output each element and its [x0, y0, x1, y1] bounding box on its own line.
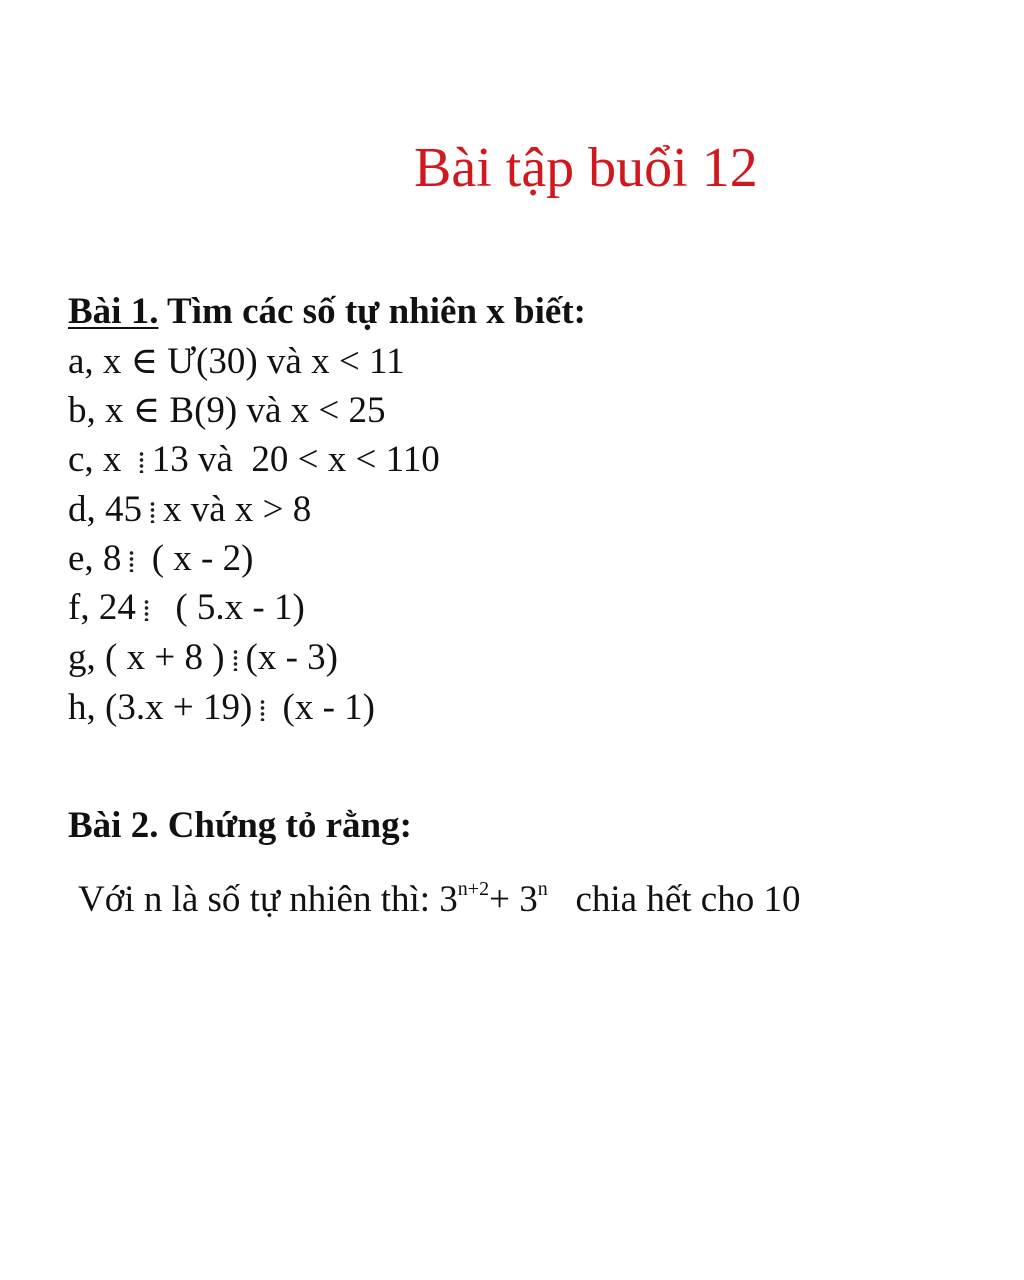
exponent-n-plus-2: n+2: [457, 878, 490, 900]
item-c-left: c, x: [68, 439, 131, 480]
statement-plus-term: + 3: [489, 879, 538, 920]
exercise-1-item-f: [68, 586, 305, 630]
exercise-2-heading: Bài 2. Chứng tỏ rằng:: [68, 805, 412, 846]
item-d-left: d, 45: [68, 489, 142, 530]
item-g-right: (x - 3): [245, 637, 338, 678]
page-title: Bài tập buổi 12: [414, 137, 758, 199]
statement-start: Với n là số tự nhiên thì: 3: [78, 879, 458, 920]
statement-end: chia hết cho 10: [547, 879, 801, 920]
item-f-left: f, 24: [68, 587, 136, 628]
exercise-1-item-a: a, x ∈ Ư(30) và x < 11: [68, 341, 405, 382]
item-g-left: g, ( x + 8 ): [68, 637, 225, 678]
exercise-1-item-h: [68, 686, 375, 730]
divisible-symbol-icon: [260, 699, 265, 721]
item-h-left: h, (3.x + 19): [68, 687, 253, 728]
exercise-2-statement: [78, 876, 800, 924]
item-h-right: (x - 1): [273, 687, 375, 728]
divisible-symbol-icon: [233, 649, 238, 671]
divisible-symbol-icon: [129, 550, 134, 572]
divisible-symbol-icon: [144, 599, 149, 621]
item-f-right: ( 5.x - 1): [156, 587, 305, 628]
exponent-n: n: [537, 878, 548, 900]
exercise-1-item-e: [68, 537, 253, 581]
item-d-right: x và x > 8: [163, 489, 312, 530]
item-e-left: e, 8: [68, 538, 122, 579]
item-c-right: 13 và 20 < x < 110: [151, 439, 440, 480]
exercise-1-number: Bài 1.: [68, 291, 159, 332]
item-e-right: ( x - 2): [142, 538, 254, 579]
divisible-symbol-icon: [150, 501, 155, 523]
exercise-1-item-g: [68, 636, 338, 680]
exercise-1-item-c: [68, 438, 440, 482]
exercise-1-item-d: [68, 488, 311, 532]
exercise-1-item-b: b, x ∈ B(9) và x < 25: [68, 390, 386, 431]
divisible-symbol-icon: [139, 451, 144, 473]
exercise-1-prompt: Tìm các số tự nhiên x biết:: [158, 291, 586, 332]
exercise-1-heading: [68, 290, 586, 334]
